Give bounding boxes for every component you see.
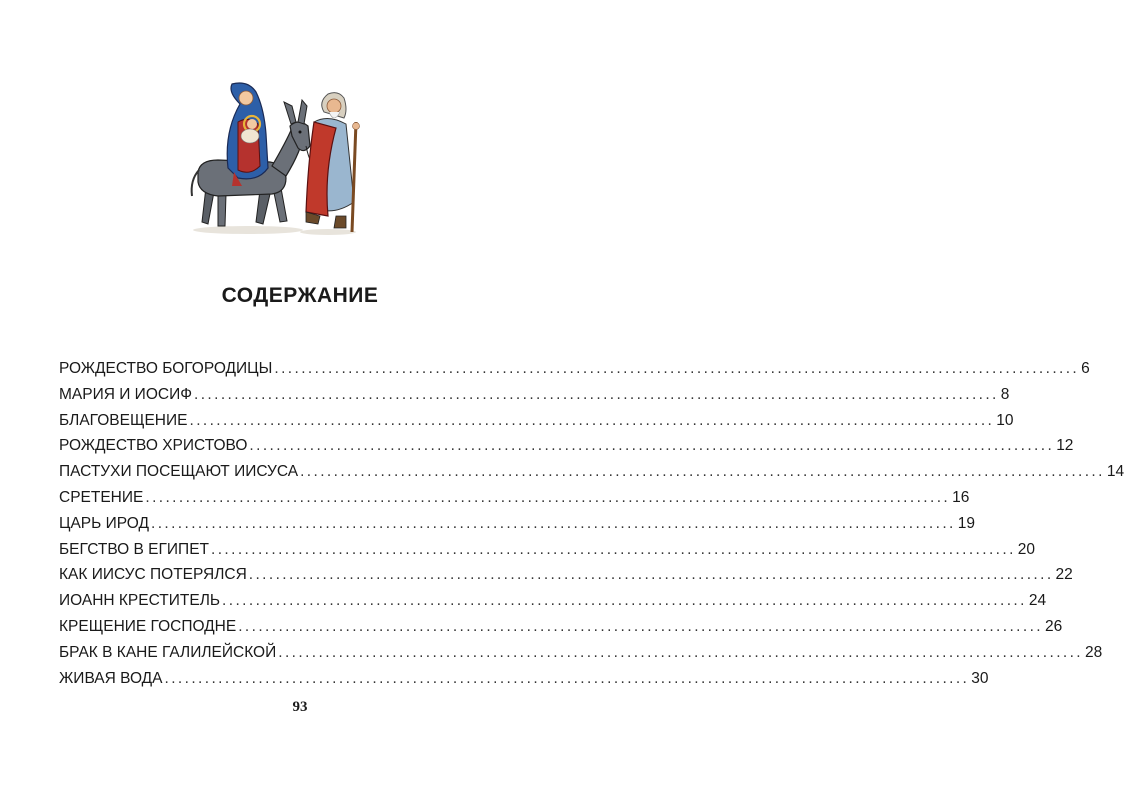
toc-entry-title: ЦАРЬ ИРОД [59,514,149,532]
toc-entry-page: 28 [1085,643,1103,661]
toc-entry[interactable] [59,437,1074,463]
toc-entry-page: 12 [1056,437,1074,455]
toc-leader-dots: ........................................................................................................................ [189,411,995,429]
toc-entry[interactable] [59,592,1047,618]
toc-entry[interactable] [59,669,989,696]
toc-entry-title: ЖИВАЯ ВОДА [59,669,163,687]
toc-entry-page: 10 [996,411,1014,429]
toc-entry-title: БРАК В КАНЕ ГАЛИЛЕЙСКОЙ [59,643,277,661]
toc-entry[interactable] [59,360,1090,386]
toc-entry[interactable] [59,617,1063,644]
toc-entry-page: 8 [1000,385,1010,403]
toc-entry[interactable] [59,540,1036,567]
toc-entry-page: 24 [1028,592,1047,610]
toc-entry-title: РОЖДЕСТВО ХРИСТОВО [59,437,248,455]
toc-entry-title: КРЕЩЕНИЕ ГОСПОДНЕ [59,617,237,635]
toc-leader-dots: ........................................................................................................................ [194,385,999,403]
toc-entry[interactable] [59,411,1014,438]
toc-entry[interactable] [59,385,1010,412]
toc-entry-title: ИОАНН КРЕСТИТЕЛЬ [59,592,221,610]
page-number: 93 [292,699,308,715]
toc-entry-page: 6 [1081,360,1090,377]
toc-leader-dots: ........................................................................................................................ [238,617,1043,635]
toc-leader-dots: ........................................................................................................................ [249,437,1055,455]
toc-leader-dots: ........................................................................................................................ [274,360,1080,377]
toc-entry[interactable] [59,488,970,515]
toc-entry-page: 16 [952,488,970,506]
toc-entry-title: МАРИЯ И ИОСИФ [59,385,192,403]
toc-entry-page: 20 [1017,540,1036,558]
toc-leader-dots: ........................................................................................................................ [150,514,956,532]
toc-leader-dots: ........................................................................................................................ [248,566,1054,584]
toc-entry-page: 22 [1055,566,1073,584]
toc-leader-dots: ........................................................................................................................ [211,540,1016,558]
table-of-contents [59,360,1124,695]
toc-entry-page: 26 [1045,617,1063,635]
toc-entry-title: СРЕТЕНИЕ [59,488,144,506]
toc-leader-dots: ........................................................................................................................ [222,592,1027,610]
flight-into-egypt-illustration [188,82,370,237]
toc-leader-dots: ........................................................................................................................ [300,463,1105,481]
toc-entry[interactable] [59,463,1124,489]
ground-shadow [193,226,303,234]
toc-entry-title: БЛАГОВЕЩЕНИЕ [59,411,188,429]
toc-entry[interactable] [59,643,1103,670]
toc-entry-title: КАК ИИСУС ПОТЕРЯЛСЯ [59,566,247,584]
toc-entry[interactable] [59,514,976,541]
page-title: СОДЕРЖАНИЕ [221,284,379,307]
toc-entry-title: ПАСТУХИ ПОСЕЩАЮТ ИИСУСА [59,463,299,481]
toc-entry[interactable] [59,566,1073,592]
toc-leader-dots: ........................................................................................................................ [145,488,951,506]
joseph-figure-icon [306,93,360,232]
ground-shadow [300,229,356,235]
toc-entry-page: 19 [957,514,976,532]
toc-entry-title: РОЖДЕСТВО БОГОРОДИЦЫ [59,360,273,377]
toc-entry-page: 30 [971,669,989,687]
toc-leader-dots: ........................................................................................................................ [164,669,970,687]
toc-entry-page: 14 [1106,463,1124,481]
mary-figure-icon [227,83,268,186]
toc-entry-title: БЕГСТВО В ЕГИПЕТ [59,540,210,558]
toc-leader-dots: ........................................................................................................................ [278,643,1084,661]
